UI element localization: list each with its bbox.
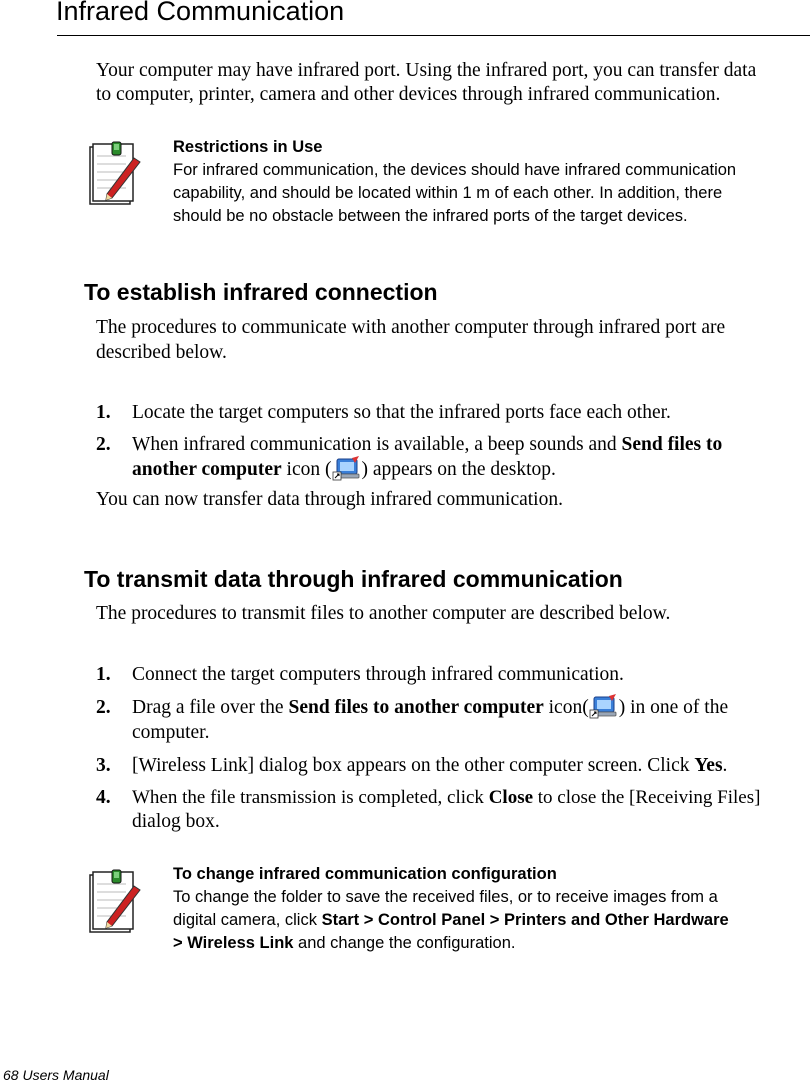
note2-path-1: Start > Control Panel > Printers and Other Hardware bbox=[321, 911, 729, 929]
section2-step2-post: ) in one of the bbox=[618, 697, 729, 718]
section2-step2-pre: Drag a file over the bbox=[132, 697, 289, 718]
note2-path-2: > Wireless Link bbox=[173, 934, 294, 952]
section2-step2-mid: icon( bbox=[543, 697, 589, 718]
section1-step2-pre: When infrared communication is available, a beep sounds and bbox=[132, 434, 622, 455]
note2-line-3 bbox=[173, 932, 515, 955]
send-files-computer-icon bbox=[332, 456, 362, 482]
section1-desc-line-2: described below. bbox=[96, 342, 227, 363]
section2-step2-line-2: computer. bbox=[132, 722, 210, 743]
note-pencil-icon bbox=[88, 866, 144, 936]
section1-heading: To establish infrared connection bbox=[84, 279, 438, 305]
section1-step2-post: ) appears on the desktop. bbox=[361, 459, 556, 480]
page-footer: 68 Users Manual bbox=[3, 1067, 109, 1083]
section2-desc: The procedures to transmit files to another computer are described below. bbox=[96, 603, 671, 624]
note2-line3-post: and change the configuration. bbox=[293, 934, 516, 952]
step-number: 3. bbox=[96, 755, 111, 776]
send-files-label: Send files to another computer bbox=[288, 697, 544, 718]
section2-step3-post: . bbox=[722, 755, 728, 776]
note2-heading: To change infrared communication configuration bbox=[173, 865, 557, 883]
yes-label: Yes bbox=[694, 755, 723, 776]
note1-line-1: For infrared communication, the devices should have infrared communication bbox=[173, 161, 737, 179]
section1-result: You can now transfer data through infrared communication. bbox=[96, 489, 563, 510]
section2-step3-pre: [Wireless Link] dialog box appears on the other computer screen. Click bbox=[132, 755, 695, 776]
section1-desc-line-1: The procedures to communicate with another computer through infrared port are bbox=[96, 317, 726, 338]
step-number: 2. bbox=[96, 697, 111, 718]
intro-line-1: Your computer may have infrared port. Using the infrared port, you can transfer data bbox=[96, 60, 757, 81]
close-label: Close bbox=[488, 787, 534, 808]
step-number: 1. bbox=[96, 402, 111, 423]
section2-heading: To transmit data through infrared communication bbox=[84, 566, 623, 592]
section2-step1-text: Connect the target computers through infrared communication. bbox=[132, 664, 624, 685]
note1-heading: Restrictions in Use bbox=[173, 138, 323, 156]
section1-step2-line-1 bbox=[132, 431, 722, 458]
intro-line-2: to computer, printer, camera and other devices through infrared communication. bbox=[96, 84, 721, 105]
section2-step4-pre: When the file transmission is completed, click bbox=[132, 787, 489, 808]
step-number: 2. bbox=[96, 434, 111, 455]
section2-step2-line-1 bbox=[132, 694, 728, 721]
title-rule bbox=[57, 35, 810, 36]
section1-step2-mid: icon ( bbox=[281, 459, 332, 480]
step-number: 1. bbox=[96, 664, 111, 685]
section2-step4-post: to close the [Receiving Files] bbox=[533, 787, 761, 808]
section1-step2-line-2 bbox=[132, 456, 556, 483]
note1-line-3: should be no obstacle between the infrared ports of the target devices. bbox=[173, 207, 688, 225]
note2-line-1: To change the folder to save the received files, or to receive images from a bbox=[173, 888, 718, 906]
note-pencil-icon bbox=[88, 138, 144, 208]
send-files-computer-icon bbox=[589, 694, 619, 720]
send-files-label-2: another computer bbox=[132, 459, 282, 480]
send-files-label: Send files to bbox=[621, 434, 723, 455]
section2-step4-line-1 bbox=[132, 784, 760, 811]
step-number: 4. bbox=[96, 787, 111, 808]
note1-line-2: capability, and should be located within 1 m of each other. In addition, there bbox=[173, 184, 723, 202]
page-title: Infrared Communication bbox=[56, 0, 345, 26]
note2-line-2 bbox=[173, 909, 729, 932]
note2-line2-pre: digital camera, click bbox=[173, 911, 322, 929]
section1-step1-text: Locate the target computers so that the infrared ports face each other. bbox=[132, 402, 671, 423]
section2-step3-text bbox=[132, 752, 727, 779]
section2-step4-line-2: dialog box. bbox=[132, 811, 220, 832]
